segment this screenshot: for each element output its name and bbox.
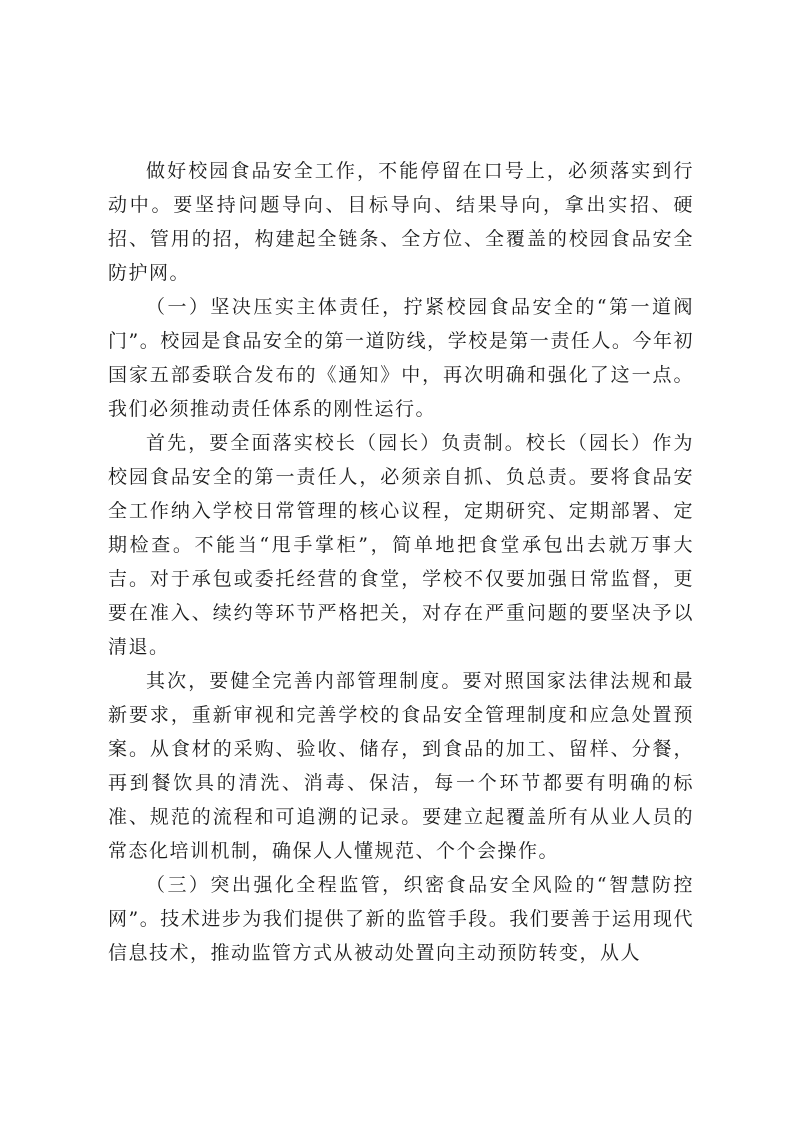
paragraph-section-one: （一）坚决压实主体责任，拧紧校园食品安全的“第一道阀门”。校园是食品安全的第一道防线，学校是第一责任人。今年初国家五部委联合发布的《通知》中，再次明确和强化了这一点。我们必须推动责任体系的刚性运行。 [108, 296, 694, 420]
paragraph-principal-responsibility: 首先，要全面落实校长（园长）负责制。校长（园长）作为校园食品安全的第一责任人，必须亲自抓、负总责。要将食品安全工作纳入学校日常管理的核心议程，定期研究、定期部署、定期检查。不能当“甩手掌柜”，简单地把食堂承包出去就万事大吉。对于承包或委托经营的食堂，学校不仅要加强日常监督，更要在准入、续约等环节严格把关，对存在严重问题的要坚决予以清退。 [108, 432, 694, 658]
document-body [108, 154, 694, 970]
paragraph-section-three: （三）突出强化全程监管，织密食品安全风险的“智慧防控网”。技术进步为我们提供了新的监管手段。我们要善于运用现代信息技术，推动监管方式从被动处置向主动预防转变，从人 [108, 874, 694, 964]
paragraph-internal-management: 其次，要健全完善内部管理制度。要对照国家法律法规和最新要求，重新审视和完善学校的食品安全管理制度和应急处置预案。从食材的采购、验收、储存，到食品的加工、留样、分餐，再到餐饮具的清洗、消毒、保洁，每一个环节都要有明确的标准、规范的流程和可追溯的记录。要建立起覆盖所有从业人员的常态化培训机制，确保人人懂规范、个个会操作。 [108, 670, 694, 862]
paragraph-intro: 做好校园食品安全工作，不能停留在口号上，必须落实到行动中。要坚持问题导向、目标导向、结果导向，拿出实招、硬招、管用的招，构建起全链条、全方位、全覆盖的校园食品安全防护网。 [108, 160, 694, 284]
